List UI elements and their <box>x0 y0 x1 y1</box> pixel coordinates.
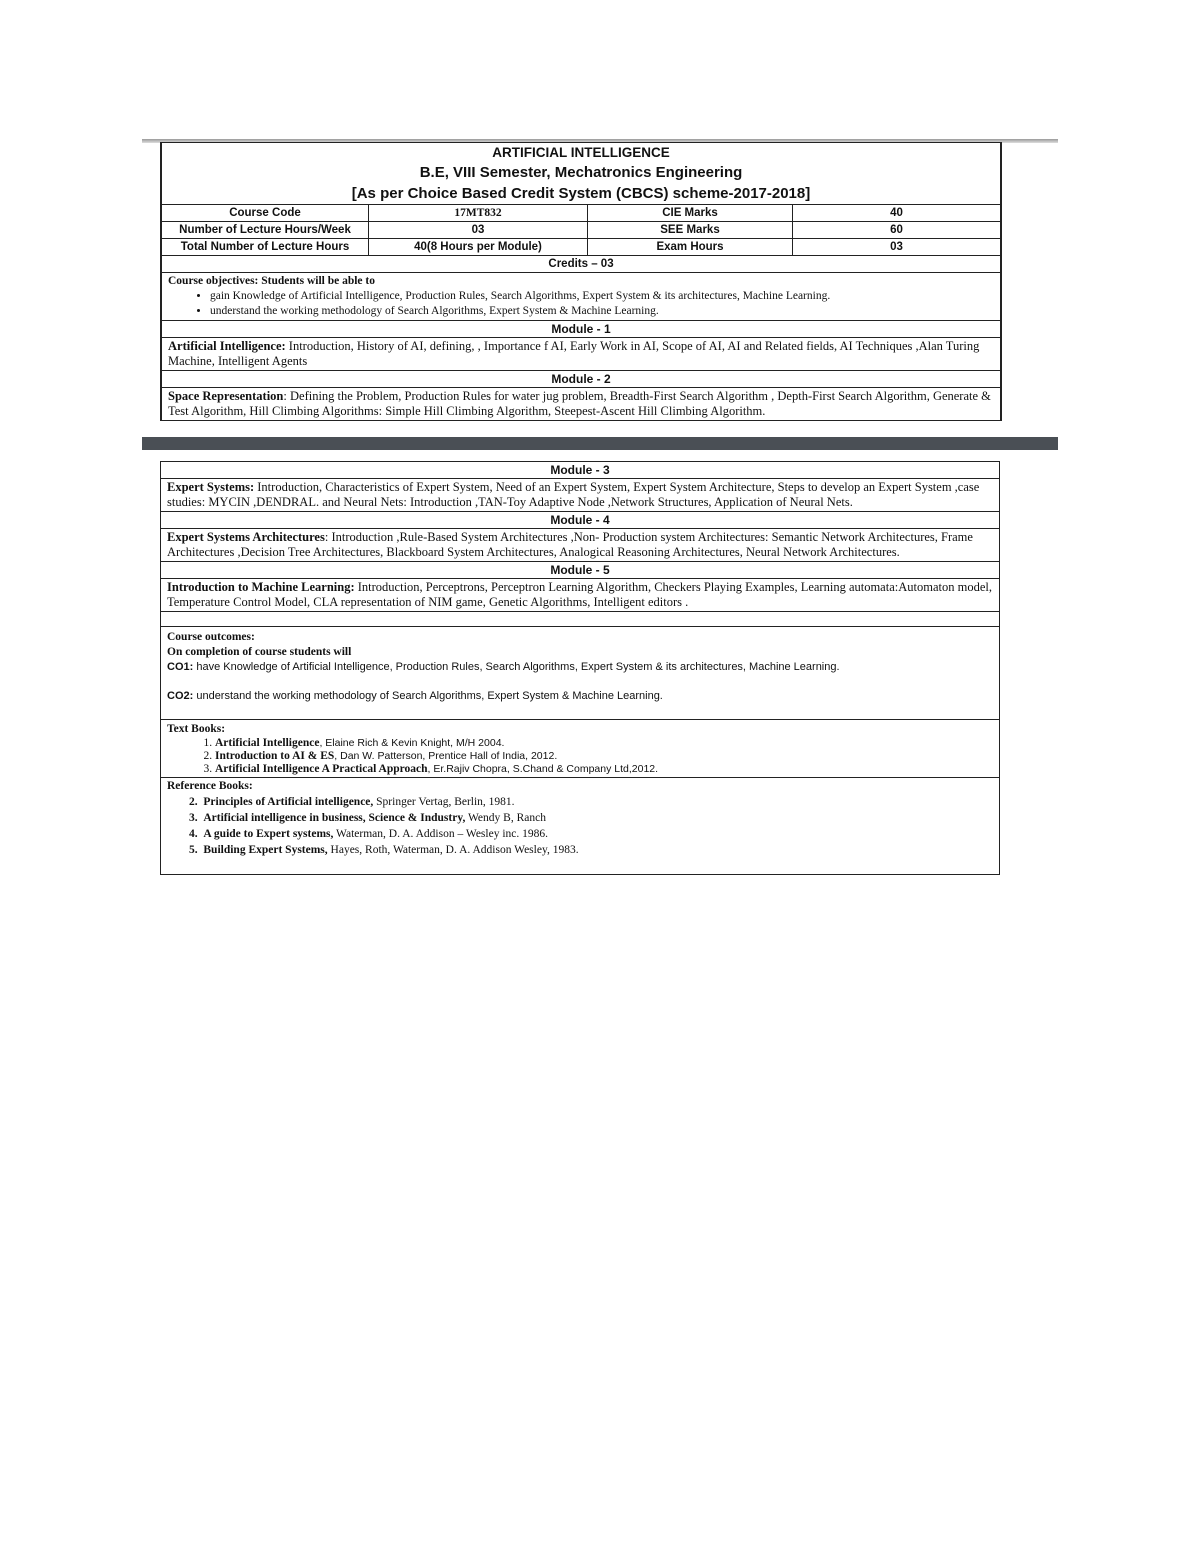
info-row-1 <box>162 205 1001 222</box>
module-3-text: Introduction, Characteristics of Expert System, Need of an Expert System, Expert System Architecture, Steps to develop an Expert System ,case studies: MYCIN ,DENDRAL. and Neural Nets: Introduction ,TAN-Toy Adaptive Node ,Network Structures, Application of Neural Nets. <box>167 480 980 509</box>
total-hours-value: 40(8 Hours per Module) <box>369 239 588 256</box>
module-4-text: : Introduction ,Rule-Based System Architectures ,Non- Production system Architectures: Semantic Network Architectures, Frame Architectures ,Decision Tree Architectures, Blackboard System Architectures, Analogical Reasoning Architectures, Neural Network Architectures. <box>167 530 973 559</box>
text-books-heading: Text Books: <box>167 723 226 735</box>
reference-book-number: 5. <box>189 844 198 856</box>
course-code-label: Course Code <box>162 205 369 222</box>
reference-book-title: A guide to Expert systems, <box>203 828 334 840</box>
text-book-item <box>215 737 993 750</box>
reference-book-number: 3. <box>189 812 198 824</box>
reference-book-details: Springer Vertag, Berlin, 1981. <box>373 796 515 808</box>
modules-table <box>160 461 1000 875</box>
text-book-details: , Elaine Rich & Kevin Knight, M/H 2004. <box>319 737 505 749</box>
reference-books-list <box>167 794 993 858</box>
page-break-band <box>142 437 1058 450</box>
outcomes-cell <box>161 627 1000 720</box>
reference-book-details: Waterman, D. A. Addison – Wesley inc. 1986. <box>333 828 548 840</box>
course-title: ARTIFICIAL INTELLIGENCE <box>492 145 670 160</box>
objective-item: • understand the working methodology of Search Algorithms, Expert System & Machine Learning. <box>210 304 994 319</box>
text-books-cell <box>161 720 1000 778</box>
co2-text: understand the working methodology of Search Algorithms, Expert System & Machine Learning. <box>193 690 663 702</box>
module-3-content <box>161 479 1000 512</box>
co2-line <box>167 689 993 704</box>
reference-book-item <box>189 810 993 826</box>
text-book-details: , Dan W. Patterson, Prentice Hall of India, 2012. <box>334 750 558 762</box>
reference-book-item <box>189 826 993 842</box>
exam-hours-label: Exam Hours <box>588 239 793 256</box>
reference-book-title: Principles of Artificial intelligence, <box>203 796 374 808</box>
info-row-3 <box>162 239 1001 256</box>
course-code-value: 17MT832 <box>369 205 588 222</box>
see-marks-label: SEE Marks <box>588 222 793 239</box>
spacer-row <box>161 612 1000 627</box>
module-1-text: Introduction, History of AI, defining, , Importance f AI, Early Work in AI, Scope of AI, AI and Related fields, AI Techniques ,Alan Turing Machine, Intelligent Agents <box>168 339 980 368</box>
module-2-content <box>162 388 1001 421</box>
title-cell <box>162 143 1001 205</box>
module-2-lead: Space Representation <box>168 389 284 403</box>
module-4-content <box>161 529 1000 562</box>
objective-item: • gain Knowledge of Artificial Intelligence, Production Rules, Search Algorithms, Expert System & its architectures, Machine Learning. <box>210 289 994 304</box>
syllabus-sheet-lower <box>160 461 1000 875</box>
module-5-heading: Module - 5 <box>161 562 1000 579</box>
info-row-2 <box>162 222 1001 239</box>
objectives-list <box>168 289 994 319</box>
cie-marks-value: 40 <box>793 205 1001 222</box>
co2-label: CO2: <box>167 690 194 702</box>
module-4-lead: Expert Systems Architectures <box>167 530 325 544</box>
reference-book-title: Artificial intelligence in business, Science & Industry, <box>203 812 466 824</box>
text-book-title: Artificial Intelligence <box>215 737 320 749</box>
text-books-list <box>167 737 993 776</box>
co1-line <box>167 660 993 675</box>
co1-text: have Knowledge of Artificial Intelligence, Production Rules, Search Algorithms, Expert System & its architectures, Machine Learning. <box>193 661 840 673</box>
module-1-lead: Artificial Intelligence: <box>168 339 286 353</box>
module-1-heading: Module - 1 <box>162 321 1001 338</box>
reference-book-item <box>189 842 993 858</box>
exam-hours-value: 03 <box>793 239 1001 256</box>
cie-marks-label: CIE Marks <box>588 205 793 222</box>
scheme-subtitle: [As per Choice Based Credit System (CBCS) scheme-2017-2018] <box>351 185 811 202</box>
credits: Credits – 03 <box>162 256 1001 273</box>
credits-row <box>162 256 1001 273</box>
reference-book-details: Hayes, Roth, Waterman, D. A. Addison Wesley, 1983. <box>327 844 579 856</box>
outcomes-subheading: On completion of course students will <box>167 646 352 658</box>
module-2-heading: Module - 2 <box>162 371 1001 388</box>
total-hours-label: Total Number of Lecture Hours <box>162 239 369 256</box>
see-marks-value: 60 <box>793 222 1001 239</box>
module-2-text: : Defining the Problem, Production Rules for water jug problem, Breadth-First Search Algorithm , Depth-First Search Algorithm, Generate & Test Algorithm, Hill Climbing Algorithms: Simple Hill Climbing Algorithm, Steepest-Ascent Hill Climbing Algorithm. <box>168 389 991 418</box>
objectives-heading: Course objectives: Students will be able to <box>168 275 375 287</box>
reference-books-cell <box>161 778 1000 875</box>
reference-book-details: Wendy B, Ranch <box>465 812 546 824</box>
reference-book-title: Building Expert Systems, <box>203 844 328 856</box>
outcomes-heading: Course outcomes: <box>167 631 255 643</box>
text-book-item <box>215 750 993 763</box>
program-subtitle: B.E, VIII Semester, Mechatronics Engineering <box>419 164 743 181</box>
reference-book-number: 2. <box>189 796 198 808</box>
objectives-cell <box>162 273 1001 321</box>
text-book-title: Introduction to AI & ES <box>215 750 335 762</box>
syllabus-sheet-upper <box>160 142 1002 421</box>
reference-book-item <box>189 794 993 810</box>
module-5-text: Introduction, Perceptrons, Perceptron Learning Algorithm, Checkers Playing Examples, Learning automata:Automaton model, Temperature Control Model, CLA representation of NIM game, Genetic Algorithms, Intelligent editors . <box>167 580 992 609</box>
reference-book-number: 4. <box>189 828 198 840</box>
reference-books-heading: Reference Books: <box>167 780 253 792</box>
module-1-content <box>162 338 1001 371</box>
module-3-lead: Expert Systems: <box>167 480 255 494</box>
module-3-heading: Module - 3 <box>161 462 1000 479</box>
header-table <box>161 142 1001 421</box>
hours-week-label: Number of Lecture Hours/Week <box>162 222 369 239</box>
module-4-heading: Module - 4 <box>161 512 1000 529</box>
module-5-content <box>161 579 1000 612</box>
text-book-title: Artificial Intelligence A Practical Approach <box>215 763 428 775</box>
module-5-lead: Introduction to Machine Learning: <box>167 580 355 594</box>
text-book-details: , Er.Rajiv Chopra, S.Chand & Company Ltd,2012. <box>427 763 659 775</box>
hours-week-value: 03 <box>369 222 588 239</box>
co1-label: CO1: <box>167 661 194 673</box>
text-book-item <box>215 763 993 776</box>
